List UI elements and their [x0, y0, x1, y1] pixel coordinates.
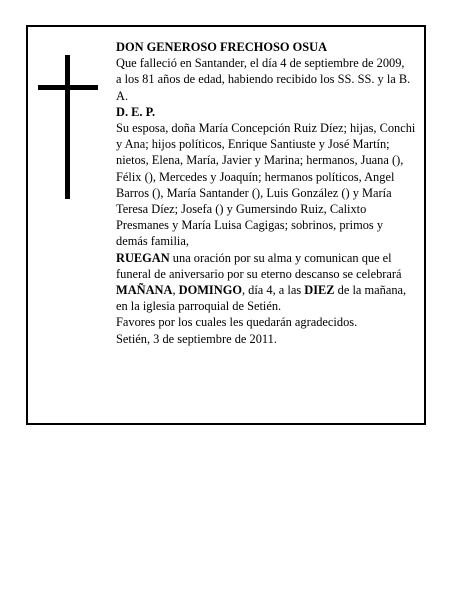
request-paragraph [116, 250, 416, 315]
obituary-notice [26, 25, 426, 425]
deceased-name: DON GENEROSO FRECHOSO OSUA [116, 40, 328, 54]
dep-line: D. E. P. [116, 104, 156, 119]
cross-icon [38, 55, 98, 199]
ruegan-word: RUEGAN [116, 250, 170, 265]
thanks-line: Favores por los cuales les quedarán agradecidos. [116, 315, 358, 330]
domingo-word: DOMINGO [178, 283, 242, 298]
manana-word: MAÑANA [116, 283, 173, 298]
death-line: Que falleció en Santander, el día 4 de septiembre de 2009, [116, 56, 405, 71]
family-paragraph: Su esposa, doña María Concepción Ruiz Díez; hijas, Conchi y Ana; hijos políticos, Enrique Santiuste y José Martín; nietos, Elena, María, Javier y Marina; hermanos, Juana (), Félix (), Mercedes y Joaquín; hermanos políticos, Angel Barros (), María Santander (), Luis González () y María Teresa Díez; Josefa () y Gumersindo Ruiz, Calixto Presmanes y María Luisa Cagigas; sobrinos, primos y demás familia, [116, 121, 416, 249]
age-line: a los 81 años de edad, habiendo recibido los SS. SS. y la B. A. [116, 72, 411, 103]
cross-horizontal-bar [38, 85, 98, 90]
diez-word: DIEZ [304, 283, 335, 298]
place-date-line: Setién, 3 de septiembre de 2011. [116, 331, 277, 346]
request-comma: , [172, 283, 179, 298]
cross-vertical-bar [65, 55, 70, 199]
notice-text [116, 39, 416, 347]
request-text-2: , día 4, a las [241, 283, 305, 298]
request-text-1: una oración por su alma y comunican que el funeral de aniversario por su eterno descanso se celebrará [116, 250, 402, 281]
request-text-3: de la mañana, en la iglesia parroquial de Setién. [116, 283, 407, 314]
